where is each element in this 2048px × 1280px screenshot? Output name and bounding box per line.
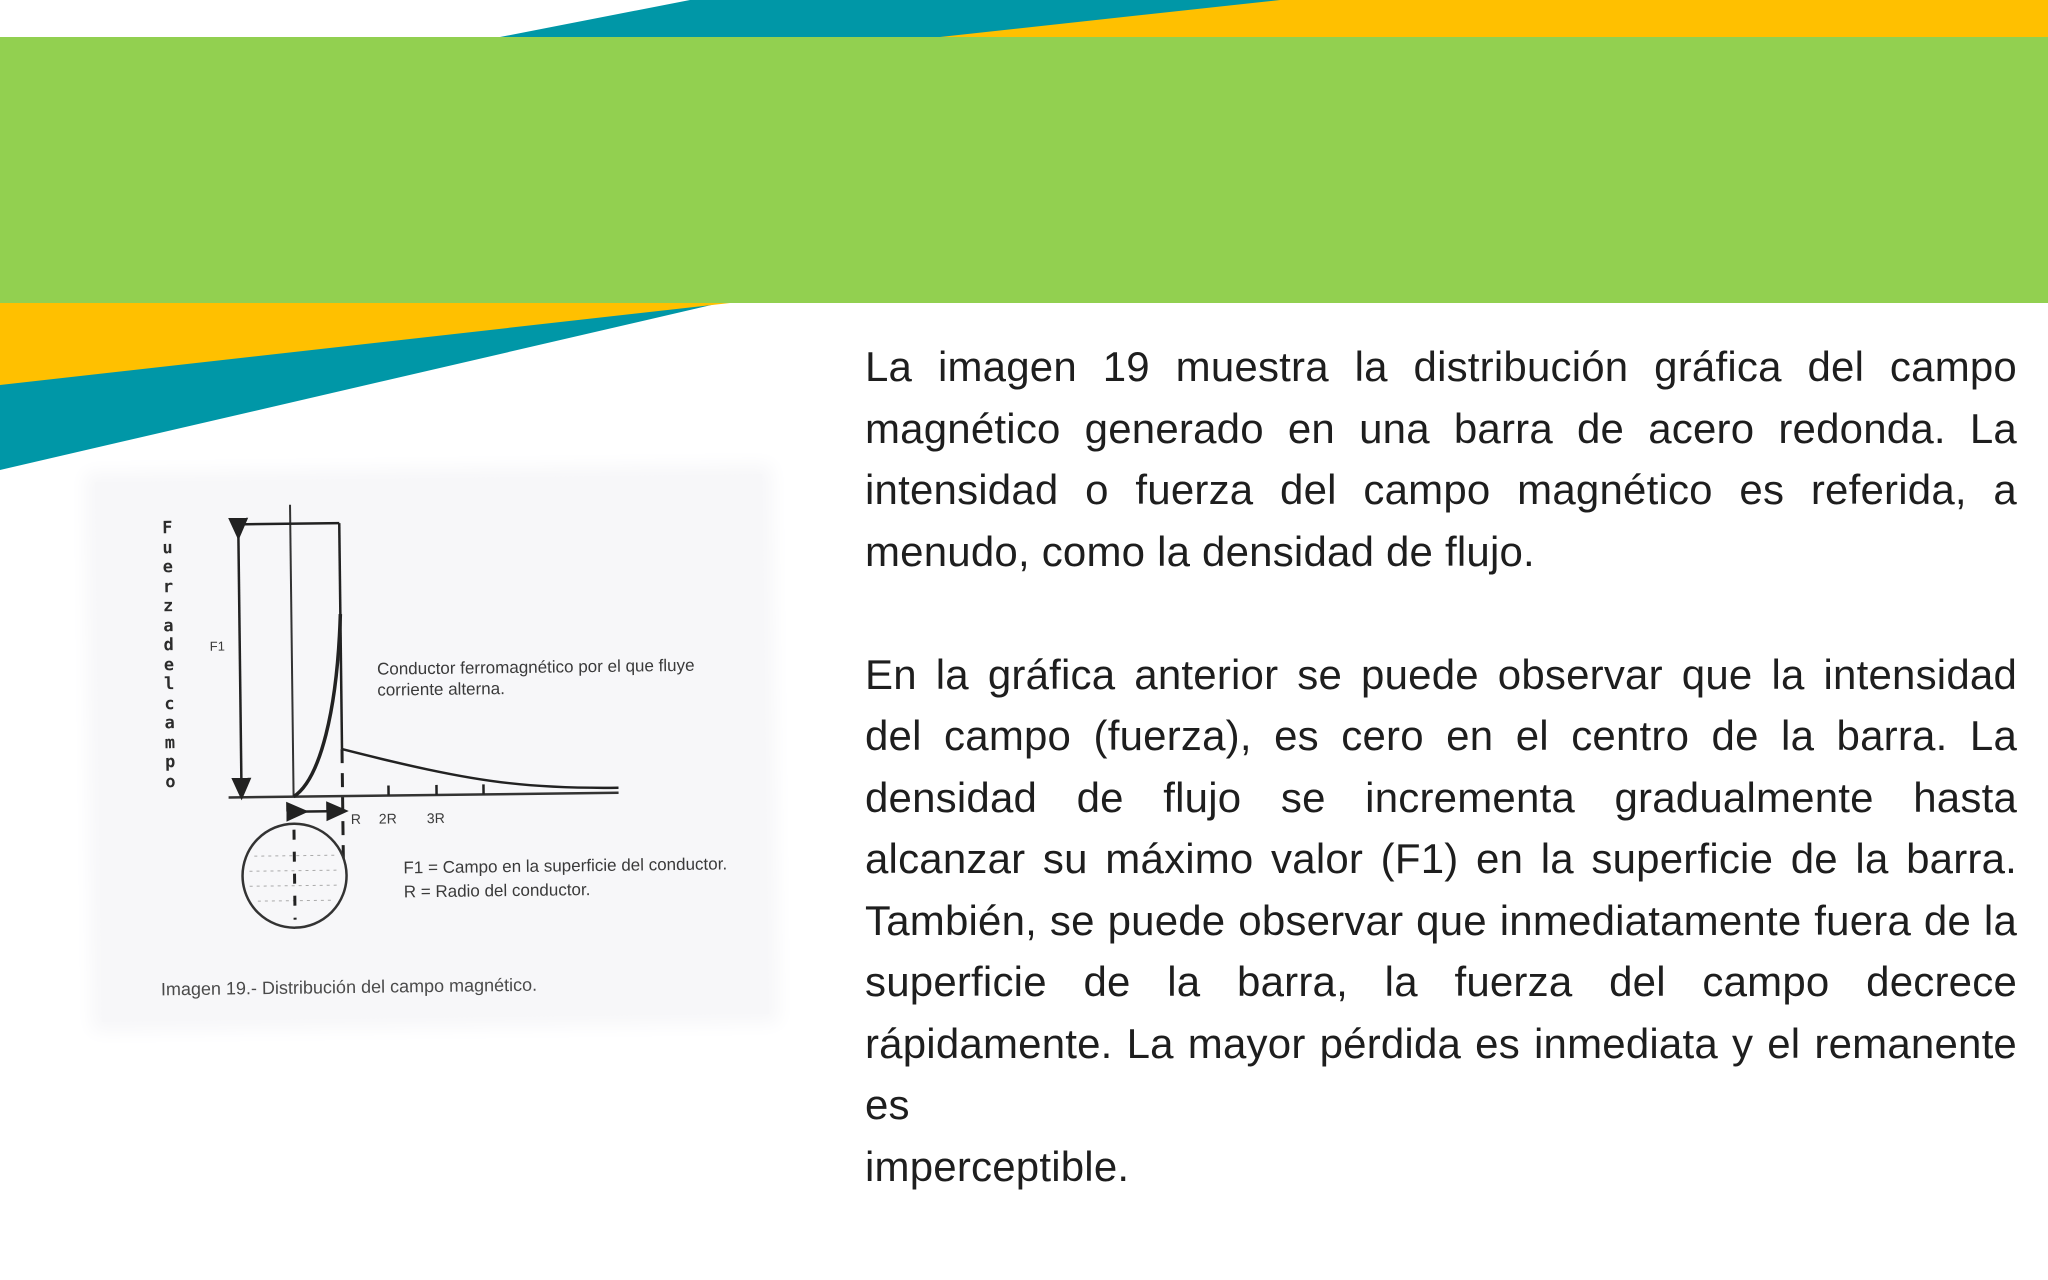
figure-legend bbox=[403, 852, 784, 905]
paragraph-2: En la gráfica anterior se puede observar que la intensidad del campo (fuerza), es cero en el centro de la barra. La densidad de flujo se incrementa gradualmente hasta alcanzar su máximo valor (F1) en la superficie de la barra. También, se puede observar que inmediatamente fuera de la superficie de la barra, la fuerza del campo decrece rápidamente. La mayor pérdida es inmediata y el remanente es bbox=[865, 650, 2017, 1128]
field-distribution-graph bbox=[95, 474, 770, 1022]
paragraph-2-end: imperceptible. bbox=[865, 1142, 1130, 1190]
conductor-annotation: Conductor ferromagnético por el que fluye corriente alterna. bbox=[376, 655, 695, 700]
tick-label-2r: 2R bbox=[378, 810, 397, 827]
legend-f1: F1 = Campo en la superficie del conductor. bbox=[403, 854, 728, 878]
x-axis bbox=[229, 793, 619, 798]
left-decor-stripes bbox=[0, 0, 760, 480]
paragraph-1: La imagen 19 muestra la distribución gráfica del campo magnético generado en una barra de acero redonda. La intensidad o fuerza del campo magnético es referida, a menudo, como la densidad de flujo. bbox=[865, 343, 2017, 575]
outside-decay-curve bbox=[342, 746, 618, 791]
inside-field-curve bbox=[291, 614, 342, 797]
figure-caption: Imagen 19.- Distribución del campo magnético. bbox=[160, 974, 538, 1000]
center-axis bbox=[290, 505, 294, 797]
y-axis-label-vertical: F u e r z a d e l c a m p o bbox=[162, 518, 176, 792]
figure-magnetic-field-distribution bbox=[95, 474, 770, 1022]
body-text bbox=[865, 336, 2017, 1197]
f1-label: F1 bbox=[209, 638, 226, 654]
tick-label-r: R bbox=[350, 810, 362, 827]
legend-r: R = Radio del conductor. bbox=[403, 880, 591, 902]
tick-label-3r: 3R bbox=[426, 809, 445, 827]
f1-height-arrow bbox=[238, 530, 241, 790]
f1-level-line bbox=[238, 523, 339, 524]
